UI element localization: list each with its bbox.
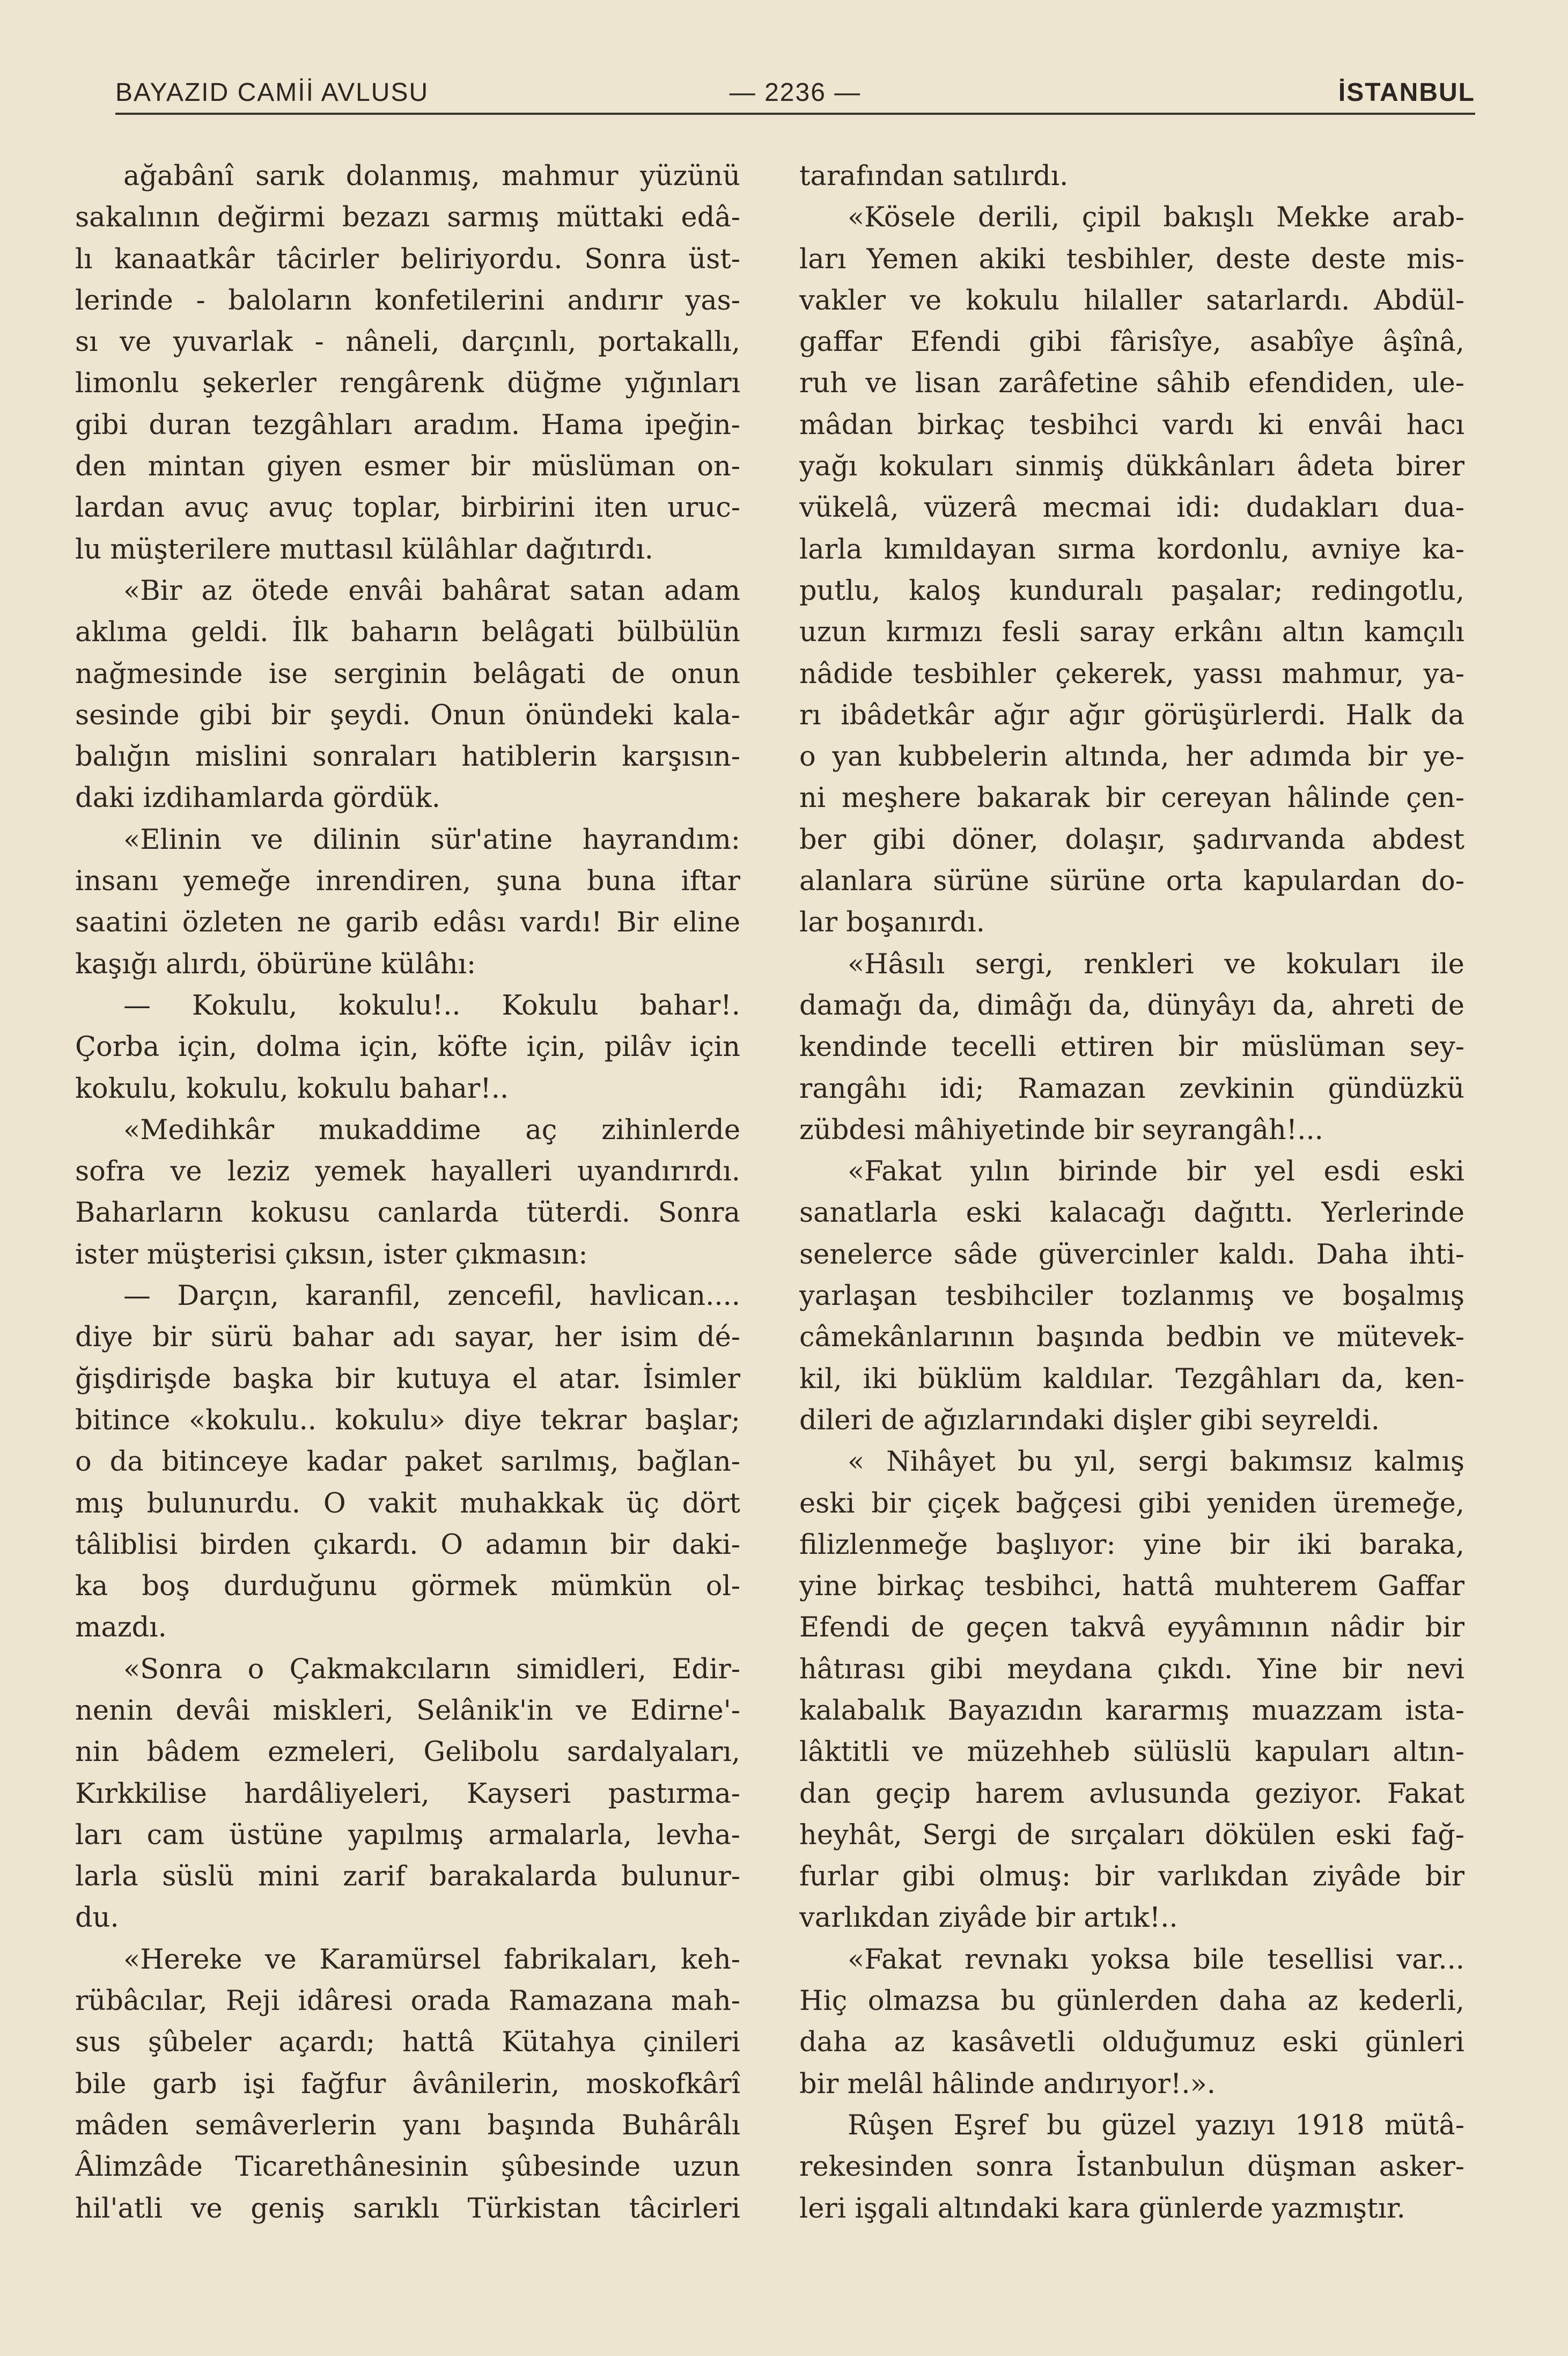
text-line: Efendi de geçen takvâ eyyâmının nâdir bir [799,1612,1464,1644]
text-line: senelerce sâde güvercinler kaldı. Daha ihti- [799,1238,1464,1271]
text-line: ruh ve lisan zarâfetine sâhib efendiden, ule- [799,368,1464,400]
text-line: diye bir sürü bahar adı sayar, her isim dé- [75,1322,740,1354]
text-line: vakler ve kokulu hilaller satarlardı. Abdül- [799,284,1464,317]
text-line: hil'atli ve geniş sarıklı Türkistan tâcirleri [75,2192,740,2225]
text-line: câmekânlarının başında bedbin ve mütevek- [799,1322,1464,1354]
text-line: «Bir az ötede envâi bahârat satan adam [123,575,740,607]
text-line: bitince «kokulu.. kokulu» diye tekrar başlar; [75,1404,740,1436]
header-book-title: İSTANBUL [1338,78,1475,107]
text-line: limonlu şekerler rengârenk düğme yığınları [75,368,740,400]
text-line: lar boşanırdı. [799,907,985,939]
text-line: alanlara sürüne sürüne orta kapulardan do- [799,865,1464,898]
right-text-column [799,156,1464,2229]
text-line: dan geçip harem avlusunda geziyor. Fakat [799,1778,1464,1810]
text-line: ları cam üstüne yapılmış armalarla, levha- [75,1819,740,1851]
header-section-title: BAYAZID CAMİİ AVLUSU [115,78,429,107]
text-line: yine birkaç tesbihci, hattâ muhterem Gaffar [799,1570,1464,1603]
text-line: rangâhı idi; Ramazan zevkinin gündüzkü [799,1073,1464,1105]
text-line: eski bir çiçek bağçesi gibi yeniden üremeğe, [799,1487,1464,1520]
text-line: lerinde - baloların konfetilerini andırır yas- [75,284,740,317]
text-line: yarlaşan tesbihciler tozlanmış ve boşalmış [799,1280,1464,1312]
text-line: larla süslü mini zarif barakalarda bulunur- [75,1861,740,1893]
text-line: — Darçın, karanfil, zencefil, havlican.... [123,1280,740,1312]
text-line: larla kımıldayan sırma kordonlu, avniye ka- [799,533,1464,566]
text-line: o da bitinceye kadar paket sarılmış, bağlan- [75,1446,740,1478]
text-line: kil, iki büklüm kaldılar. Tezgâhları da, ken- [799,1363,1464,1395]
text-line: «Medihkâr mukaddime aç zihinlerde [123,1114,740,1146]
text-line: daki izdihamlarda gördük. [75,782,440,814]
text-line: «Fakat yılın birinde bir yel esdi eski [848,1156,1464,1188]
text-line: «Fakat revnakı yoksa bile tesellisi var... [848,1943,1464,1976]
text-line: lâktitli ve müzehheb sülüslü kapuları altın- [799,1736,1464,1768]
text-line: «Sonra o Çakmakcıların simidleri, Edir- [123,1653,740,1685]
text-line: furlar gibi olmuş: bir varlıkdan ziyâde bir [799,1861,1464,1893]
text-line: «Hereke ve Karamürsel fabrikaları, keh- [123,1943,740,1976]
text-line: mazdı. [75,1612,167,1644]
text-line: kokulu, kokulu, kokulu bahar!.. [75,1073,509,1105]
text-line: ister müşterisi çıksın, ister çıkmasın: [75,1238,588,1271]
text-line: den mintan giyen esmer bir müslüman on- [75,451,740,483]
text-line: Kırkkilise hardâliyeleri, Kayseri pastırma- [75,1778,740,1810]
text-line: sesinde gibi bir şeydi. Onun önündeki kala- [75,699,740,731]
text-line: ni meşhere bakarak bir cereyan hâlinde çen- [799,782,1464,814]
text-line: lu müşterilere muttasıl külâhlar dağıtırdı. [75,533,653,566]
text-line: Baharların kokusu canlarda tüterdi. Sonra [75,1197,740,1229]
text-line: daha az kasâvetli olduğumuz eski günleri [799,2027,1464,2059]
text-line: sanatlarla eski kalacağı dağıttı. Yerlerinde [799,1197,1464,1229]
text-line: yağı kokuları sinmiş dükkânları âdeta birer [799,451,1464,483]
text-line: uzun kırmızı fesli saray erkânı altın kamçılı [799,616,1464,649]
text-line: rekesinden sonra İstanbulun düşman asker- [799,2151,1464,2183]
text-line: filizlenmeğe başlıyor: yine bir iki baraka, [799,1529,1464,1561]
text-line: «Elinin ve dilinin sür'atine hayrandım: [123,824,740,856]
text-line: kaşığı alırdı, öbürüne külâhı: [75,948,476,980]
text-line: mâden semâverlerin yanı başında Buhârâlı [75,2109,740,2141]
text-line: o yan kubbelerin altında, her adımda bir ye- [799,741,1464,773]
text-line: gaffar Efendi gibi fârisîye, asabîye âşînâ, [799,326,1464,358]
text-line: sakalının değirmi bezazı sarmış müttaki edâ- [75,202,740,234]
text-line: tarafından satılırdı. [799,160,1069,192]
text-line: nağmesinde ise serginin belâgati de onun [75,658,740,690]
text-line: ları Yemen akiki tesbihler, deste deste mis- [799,243,1464,275]
text-line: nenin devâi miskleri, Selânik'in ve Edirne'- [75,1694,740,1727]
text-line: lı kanaatkâr tâcirler beliriyordu. Sonra üst- [75,243,740,275]
text-line: aklıma geldi. İlk baharın belâgati bülbülün [75,616,740,649]
text-line: sı ve yuvarlak - nâneli, darçınlı, portakallı, [75,326,740,358]
text-line: lardan avuç avuç toplar, birbirini iten uruc- [75,492,740,524]
text-line: rı ibâdetkâr ağır ağır görüşürlerdi. Halk da [799,699,1464,731]
text-line: insanı yemeğe inrendiren, şuna buna iftar [75,865,740,898]
text-line: bir melâl hâlinde andırıyor!.». [799,2068,1216,2100]
text-line: varlıkdan ziyâde bir artık!.. [799,1902,1178,1934]
text-line: Rûşen Eşref bu güzel yazıyı 1918 mütâ- [848,2109,1464,2141]
text-line: tâliblisi birden çıkardı. O adamın bir daki- [75,1529,740,1561]
text-line: kalabalık Bayazıdın kararmış muazzam ista- [799,1694,1464,1727]
text-line: ber gibi döner, dolaşır, şadırvanda abdest [799,824,1464,856]
text-line: du. [75,1902,119,1934]
text-line: Âlimzâde Ticarethânesinin şûbesinde uzun [75,2151,740,2183]
text-line: sofra ve leziz yemek hayalleri uyandırırdı. [75,1156,740,1188]
text-line: ka boş durduğunu görmek mümkün ol- [75,1570,740,1603]
text-line: hâtırası gibi meydana çıkdı. Yine bir nevi [799,1653,1464,1685]
text-line: ğişdirişde başka bir kutuya el atar. İsimler [75,1363,740,1395]
text-line: mış bulunurdu. O vakit muhakkak üç dört [75,1487,740,1520]
text-line: Çorba için, dolma için, köfte için, pilâv için [75,1031,740,1063]
text-line: bile garb işi fağfur âvânilerin, moskofkârî [75,2068,740,2100]
left-text-column [75,156,740,2229]
text-line: «Hâsılı sergi, renkleri ve kokuları ile [848,948,1464,980]
text-line: putlu, kaloş kunduralı paşalar; redingotlu, [799,575,1464,607]
text-line: « Nihâyet bu yıl, sergi bakımsız kalmış [848,1446,1464,1478]
text-line: heyhât, Sergi de sırçaları dökülen eski fağ- [799,1819,1464,1851]
text-line: leri işgali altındaki kara günlerde yazmıştır. [799,2192,1405,2225]
text-line: sus şûbeler açardı; hattâ Kütahya çinileri [75,2027,740,2059]
text-line: «Kösele derili, çipil bakışlı Mekke arab- [848,202,1464,234]
text-line: rübâcılar, Reji idâresi orada Ramazana mah- [75,1985,740,2017]
text-line: balığın mislini sonraları hatiblerin karşısın- [75,741,740,773]
text-line: damağı da, dimâğı da, dünyâyı da, ahreti de [799,989,1464,1022]
text-line: ağabânî sarık dolanmış, mahmur yüzünü [123,160,740,192]
text-line: nâdide tesbihler çekerek, yassı mahmur, ya- [799,658,1464,690]
text-line: dileri de ağızlarındaki dişler gibi seyreldi. [799,1404,1380,1436]
text-line: Hiç olmazsa bu günlerden daha az kederli, [799,1985,1464,2017]
text-line: nin bâdem ezmeleri, Gelibolu sardalyaları, [75,1736,740,1768]
text-line: — Kokulu, kokulu!.. Kokulu bahar!. [123,989,740,1022]
text-line: vükelâ, vüzerâ mecmai idi: dudakları dua- [799,492,1464,524]
running-header [115,70,1475,115]
text-line: saatini özleten ne garib edâsı vardı! Bir eline [75,907,740,939]
text-line: zübdesi mâhiyetinde bir seyrangâh!... [799,1114,1323,1146]
text-line: gibi duran tezgâhları aradım. Hama ipeğin- [75,409,740,441]
text-line: kendinde tecelli ettiren bir müslüman sey- [799,1031,1464,1063]
page-number: — 2236 — [729,78,862,107]
text-line: mâdan birkaç tesbihci vardı ki envâi hacı [799,409,1464,441]
